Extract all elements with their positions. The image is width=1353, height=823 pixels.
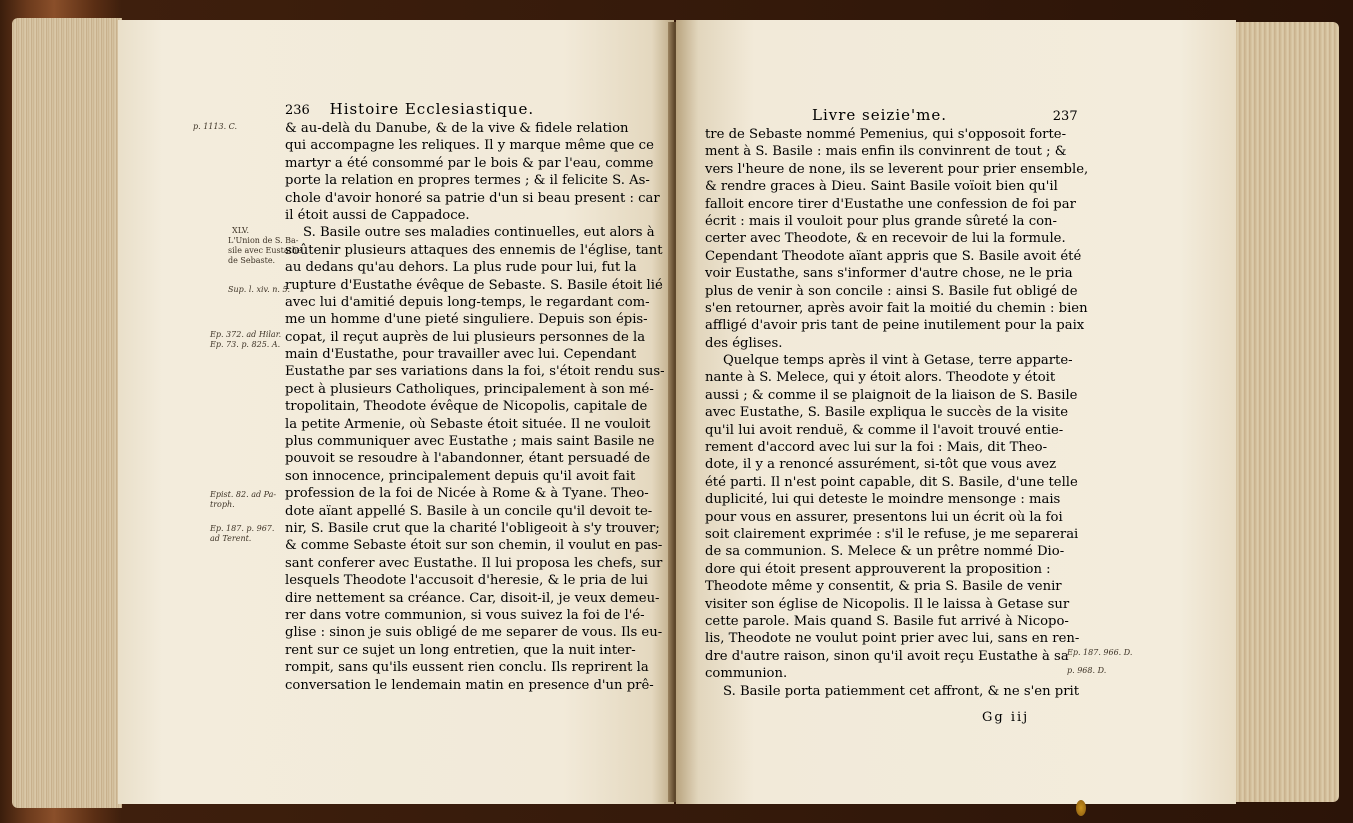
margin-note: p. 1113. C.: [193, 122, 238, 131]
text-line: certer avec Theodote, & en recevoir de lui la formule.: [705, 231, 1066, 247]
text-line: porte la relation en propres termes ; & il felicite S. As-: [285, 173, 650, 189]
text-line: me un homme d'une pieté singuliere. Depuis son épis-: [285, 312, 648, 328]
left-body-text: [285, 120, 665, 694]
text-line: glise : sinon je suis obligé de me separer de vous. Ils eu-: [285, 625, 663, 641]
text-line: lesquels Theodote l'accusoit d'heresie, & le pria de lui: [285, 573, 648, 589]
text-line: & rendre graces à Dieu. Saint Basile voïoit bien qu'il: [705, 179, 1058, 195]
text-line: rement d'accord avec lui sur la foi : Mais, dit Theo-: [705, 440, 1048, 456]
text-line: dre d'autre raison, sinon qu'il avoit reçu Eustathe à sa: [705, 648, 1069, 664]
text-line: aussi ; & comme il se plaignoit de la liaison de S. Basile: [705, 387, 1078, 403]
text-line: martyr a été consommé par le bois & par l'eau, comme: [285, 155, 654, 171]
text-line: rer dans votre communion, si vous suivez la foi de l'é-: [285, 607, 645, 623]
margin-note: ad Terent.: [210, 534, 252, 543]
text-line: profession de la foi de Nicée à Rome & à Tyane. Theo-: [285, 486, 649, 502]
margin-note: troph.: [210, 500, 235, 509]
left-running-title: Histoire Ecclesiastique.: [329, 100, 535, 118]
text-line: été parti. Il n'est point capable, dit S. Basile, d'une telle: [705, 474, 1078, 490]
text-line: tropolitain, Theodote évêque de Nicopolis, capitale de: [285, 399, 648, 415]
right-page-edges: [1221, 22, 1339, 802]
right-running-head: [812, 106, 1078, 124]
text-line: nir, S. Basile crut que la charité l'obligeoit à s'y trouver;: [285, 520, 660, 536]
left-running-head: [285, 100, 534, 118]
right-body-text: [705, 126, 1088, 700]
text-line: chole d'avoir honoré sa patrie d'un si beau present : car: [285, 190, 660, 206]
text-line: écrit : mais il vouloit pour plus grande sûreté la con-: [705, 213, 1057, 229]
text-line: soûtenir plusieurs attaques des ennemis de l'église, tant: [285, 242, 663, 258]
text-line: S. Basile outre ses maladies continuelles, eut alors à: [303, 225, 655, 241]
text-line: rompit, sans qu'ils eussent rien conclu. Ils reprirent la: [285, 660, 649, 676]
text-line: plus communiquer avec Eustathe ; mais saint Basile ne: [285, 434, 655, 450]
text-line: dote aïant appellé S. Basile à un concile qu'il devoit te-: [285, 503, 653, 519]
text-line: duplicité, lui qui deteste le moindre mensonge : mais: [705, 492, 1061, 508]
margin-note: L'Union de S. Ba-: [228, 236, 299, 245]
text-line: dire nettement sa créance. Car, disoit-il, je veux demeu-: [285, 590, 660, 606]
text-line: dote, il y a renoncé assurément, si-tôt que vous avez: [705, 457, 1057, 473]
margin-note: p. 968. D.: [1067, 666, 1107, 675]
text-line: tre de Sebaste nommé Pemenius, qui s'opposoit forte-: [705, 127, 1067, 142]
text-line: vers l'heure de none, ils se leverent pour prier ensemble,: [705, 161, 1089, 177]
right-running-title: Livre seizie'me.: [812, 106, 947, 124]
text-line: qui accompagne les reliques. Il y marque même que ce: [285, 138, 654, 154]
margin-note: XLV.: [232, 226, 249, 235]
text-line: conversation le lendemain matin en presence d'un prê-: [285, 677, 654, 693]
left-page-edges: [12, 18, 122, 808]
text-line: visiter son église de Nicopolis. Il le laissa à Getase sur: [705, 596, 1070, 612]
text-line: sant conferer avec Eustathe. Il lui proposa les chefs, sur: [285, 555, 663, 571]
text-line: S. Basile porta patiemment cet affront, & ne s'en prit: [723, 683, 1080, 699]
text-line: pour vous en assurer, presentons lui un écrit où la foi: [705, 509, 1063, 525]
text-line: pouvoit se resoudre à l'abandonner, étant persuadé de: [285, 451, 651, 467]
text-line: main d'Eustathe, pour travailler avec lui. Cependant: [285, 347, 637, 363]
page-stain: [1076, 800, 1086, 816]
margin-note: Ep. 372. ad Hilar.: [210, 330, 282, 339]
text-line: communion.: [705, 666, 788, 682]
text-line: dore qui étoit present approuverent la proposition :: [705, 561, 1051, 577]
margin-note: Epist. 82. ad Pa-: [210, 490, 277, 499]
text-line: voir Eustathe, sans s'informer d'autre chose, ne le pria: [705, 266, 1073, 282]
margin-note: Ep. 187. p. 967.: [210, 524, 275, 533]
text-line: falloit encore tirer d'Eustathe une confession de foi par: [705, 196, 1076, 212]
text-line: avec lui d'amitié depuis long-temps, le regardant com-: [285, 294, 650, 310]
text-line: lis, Theodote ne voulut point prier avec lui, sans en ren-: [705, 631, 1080, 647]
text-line: avec Eustathe, S. Basile expliqua le succès de la visite: [705, 405, 1069, 421]
text-line: ment à S. Basile : mais enfin ils convinrent de tout ; &: [705, 144, 1067, 160]
margin-note: de Sebaste.: [228, 256, 276, 265]
text-line: qu'il lui avoit renduë, & comme il l'avoit trouvé entie-: [705, 422, 1064, 438]
margin-note: sile avec Eustathe: [228, 246, 302, 255]
text-line: il étoit aussi de Cappadoce.: [285, 207, 470, 223]
text-line: affligé d'avoir pris tant de peine inutilement pour la paix: [705, 318, 1085, 334]
text-line: nante à S. Melece, qui y étoit alors. Theodote y étoit: [705, 370, 1056, 386]
text-line: plus de venir à son concile : ainsi S. Basile fut obligé de: [705, 283, 1078, 299]
left-folio: 236: [285, 103, 310, 118]
right-folio: 237: [1052, 109, 1078, 124]
text-line: Cependant Theodote aïant appris que S. Basile avoit été: [705, 248, 1082, 264]
margin-note: Sup. l. xiv. n. 5.: [228, 285, 291, 294]
text-line: rent sur ce sujet un long entretien, que la nuit inter-: [285, 642, 636, 658]
text-line: pect à plusieurs Catholiques, principalement à son mé-: [285, 381, 654, 397]
text-line: rupture d'Eustathe évêque de Sebaste. S. Basile étoit lié: [285, 277, 663, 293]
text-line: son innocence, principalement depuis qu'il avoit fait: [285, 468, 636, 484]
text-line: la petite Armenie, où Sebaste étoit située. Il ne vouloit: [285, 416, 651, 432]
text-line: Theodote même y consentit, & pria S. Basile de venir: [705, 579, 1062, 595]
page-signature: Gg iij: [982, 710, 1030, 725]
margin-note: Ep. 73. p. 825. A.: [210, 340, 281, 349]
text-line: Quelque temps après il vint à Getase, terre apparte-: [723, 353, 1073, 369]
margin-note: Ep. 187. 966. D.: [1067, 648, 1133, 657]
text-line: des églises.: [705, 335, 783, 351]
text-line: copat, il reçut auprès de lui plusieurs personnes de la: [285, 329, 646, 345]
text-line: Eustathe par ses variations dans la foi, s'étoit rendu sus-: [285, 364, 665, 380]
text-line: s'en retourner, après avoir fait la moitié du chemin : bien: [705, 300, 1088, 316]
text-line: cette parole. Mais quand S. Basile fut arrivé à Nicopo-: [705, 613, 1069, 629]
text-line: au dedans qu'au dehors. La plus rude pour lui, fut la: [285, 260, 637, 276]
text-line: & comme Sebaste étoit sur son chemin, il voulut en pas-: [285, 538, 663, 554]
text-line: de sa communion. S. Melece & un prêtre nommé Dio-: [705, 544, 1065, 560]
text-line: & au-delà du Danube, & de la vive & fidele relation: [285, 121, 629, 136]
text-line: soit clairement exprimée : s'il le refuse, je me separerai: [705, 526, 1079, 542]
